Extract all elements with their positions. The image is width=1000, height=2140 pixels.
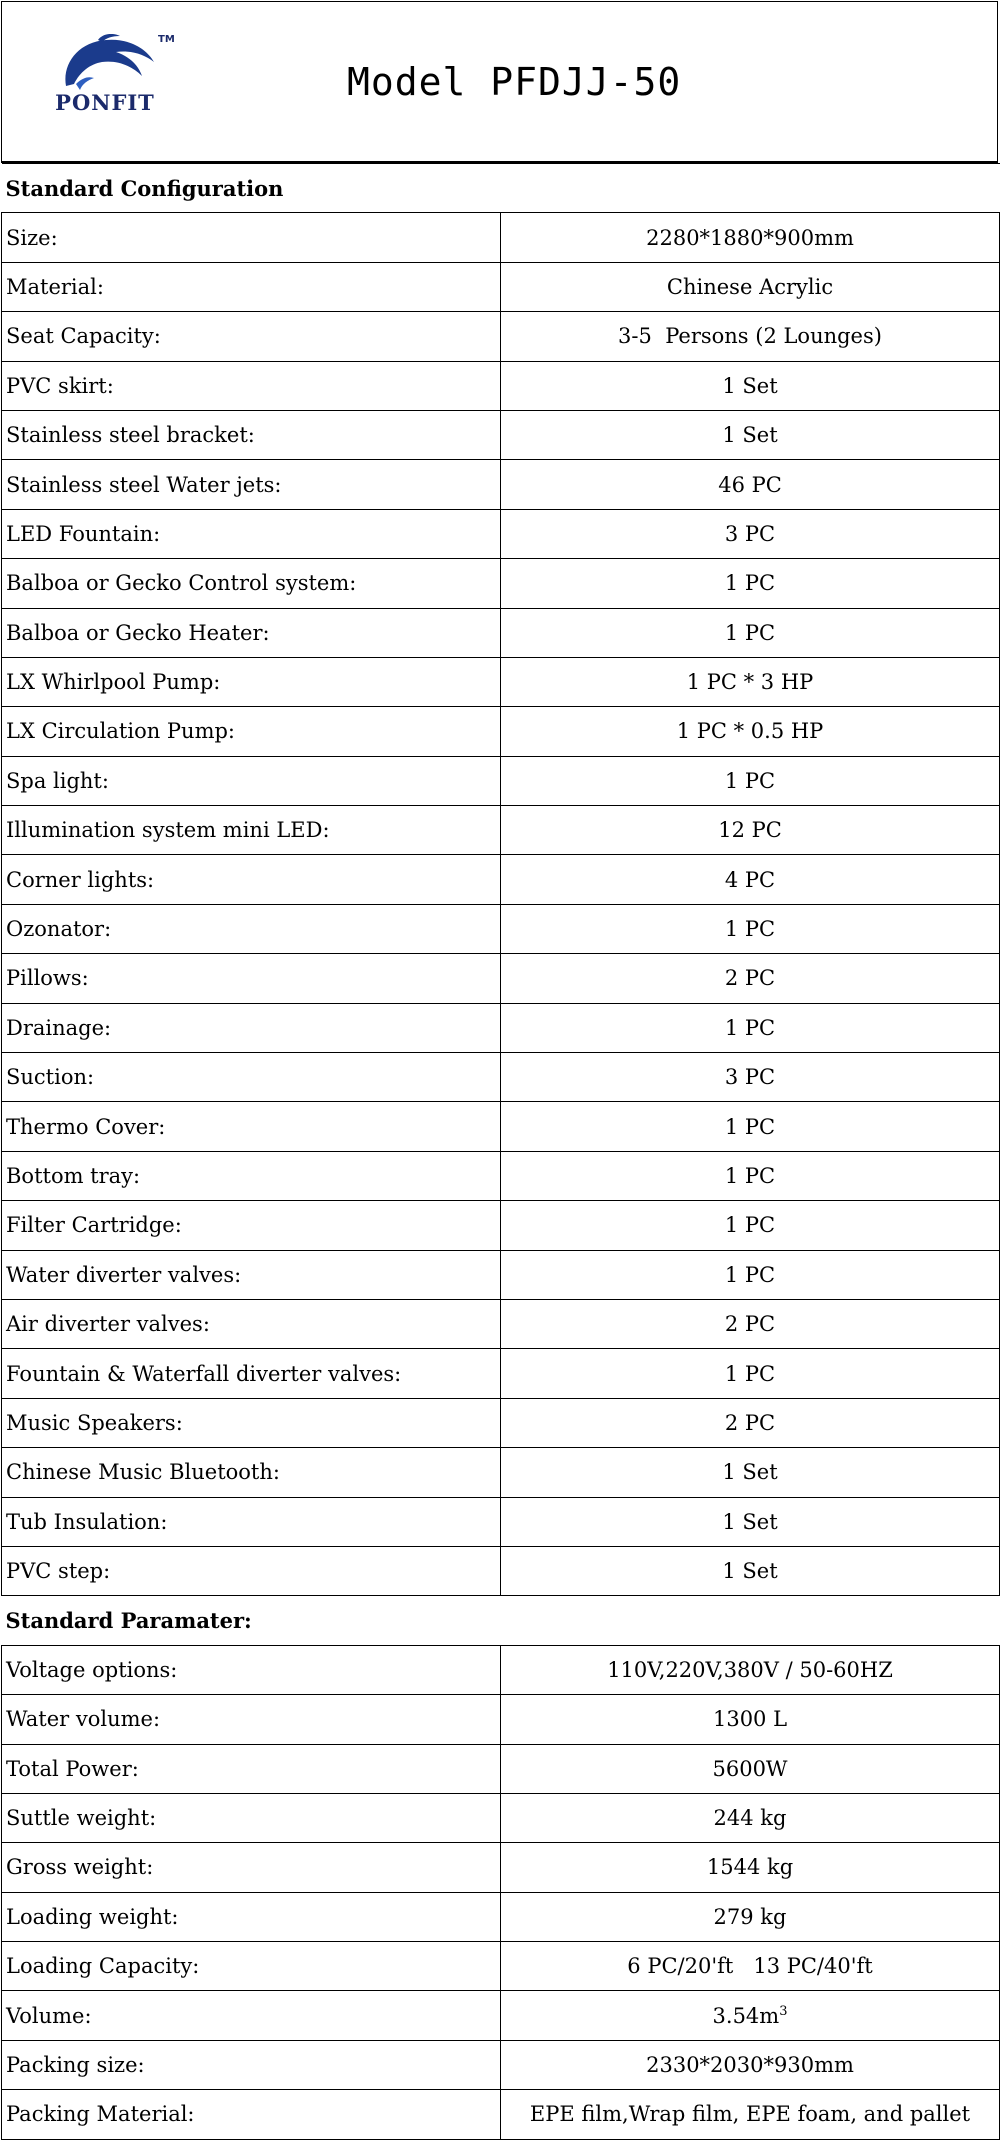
spec-label: Ozonator:: [2, 904, 501, 953]
spec-value-text: 1 PC * 0.5 HP: [676, 719, 824, 744]
spec-label: Bottom tray:: [2, 1151, 501, 1200]
table-row: [2, 559, 1000, 608]
spec-value-text: 6 PC/20'ft 13 PC/40'ft: [627, 1954, 873, 1979]
spec-value: [501, 954, 1000, 1003]
spec-value-superscript: 3: [779, 2003, 788, 2019]
table-row: [2, 707, 1000, 756]
table-row: [2, 657, 1000, 706]
page-title: Model PFDJJ-50: [347, 60, 682, 104]
spec-label: Air diverter valves:: [2, 1299, 501, 1348]
spec-value-text: 3 PC: [724, 521, 776, 546]
spec-value: [501, 509, 1000, 558]
table-row: [2, 2090, 1000, 2139]
section-heading-row: [2, 164, 1000, 213]
spec-value: [501, 657, 1000, 706]
section-heading-row: [2, 1596, 1000, 1645]
spec-value: [501, 460, 1000, 509]
spec-label: LX Whirlpool Pump:: [2, 657, 501, 706]
spec-label: Loading weight:: [2, 1892, 501, 1941]
table-row: [2, 806, 1000, 855]
spec-label: Pillows:: [2, 954, 501, 1003]
table-row: [2, 1299, 1000, 1348]
table-row: [2, 1892, 1000, 1941]
table-row: [2, 1102, 1000, 1151]
table-row: [2, 312, 1000, 361]
spec-value: [501, 1201, 1000, 1250]
table-row: [2, 1744, 1000, 1793]
spec-label: Balboa or Gecko Control system:: [2, 559, 501, 608]
spec-value-text: 244 kg: [713, 1806, 787, 1831]
spec-value: [501, 361, 1000, 410]
spec-value: [501, 1695, 1000, 1744]
spec-label: Loading Capacity:: [2, 1942, 501, 1991]
spec-value: [501, 1398, 1000, 1447]
spec-table: [1, 163, 1000, 2140]
spec-value: [501, 608, 1000, 657]
spec-value-text: 1 Set: [722, 1460, 778, 1485]
spec-value: [501, 855, 1000, 904]
table-row: [2, 904, 1000, 953]
spec-value-text: 4 PC: [724, 867, 776, 892]
spec-value: [501, 1102, 1000, 1151]
table-row: [2, 756, 1000, 805]
section-heading: Standard Configuration: [2, 164, 1000, 213]
spec-value: [501, 213, 1000, 262]
spec-label: Filter Cartridge:: [2, 1201, 501, 1250]
spec-value-text: 1300 L: [712, 1707, 788, 1732]
spec-label: Stainless steel Water jets:: [2, 460, 501, 509]
spec-value-text: 1 PC: [724, 571, 776, 596]
table-row: [2, 954, 1000, 1003]
spec-value: [501, 1250, 1000, 1299]
spec-value-text: 1 Set: [722, 1559, 778, 1584]
spec-label: Gross weight:: [2, 1843, 501, 1892]
spec-value: [501, 756, 1000, 805]
spec-label: Seat Capacity:: [2, 312, 501, 361]
spec-value: [501, 2040, 1000, 2089]
spec-value: [501, 262, 1000, 311]
spec-value: [501, 1645, 1000, 1694]
spec-label: Water diverter valves:: [2, 1250, 501, 1299]
spec-value: [501, 1793, 1000, 1842]
spec-value: [501, 1744, 1000, 1793]
spec-value-text: 1 PC: [724, 1015, 776, 1040]
spec-value: [501, 1942, 1000, 1991]
spec-value-text: 3-5 Persons (2 Lounges): [618, 324, 882, 349]
spec-value: [501, 1349, 1000, 1398]
spec-label: Stainless steel bracket:: [2, 410, 501, 459]
spec-label: Size:: [2, 213, 501, 262]
spec-value-text: 2 PC: [724, 1312, 776, 1337]
spec-value: [501, 410, 1000, 459]
spec-label: Water volume:: [2, 1695, 501, 1744]
spec-value: [501, 1497, 1000, 1546]
spec-value-text: 1 PC: [724, 1164, 776, 1188]
spec-label: Balboa or Gecko Heater:: [2, 608, 501, 657]
spec-label: Suction:: [2, 1053, 501, 1102]
spec-label: LED Fountain:: [2, 509, 501, 558]
spec-value-text: 1 Set: [722, 1509, 778, 1534]
spec-label: Spa light:: [2, 756, 501, 805]
table-row: [2, 608, 1000, 657]
spec-label: PVC skirt:: [2, 361, 501, 410]
spec-value-text: 2280*1880*900mm: [646, 225, 854, 250]
spec-value-text: 1 PC: [724, 917, 776, 942]
spec-label: LX Circulation Pump:: [2, 707, 501, 756]
spec-label: Illumination system mini LED:: [2, 806, 501, 855]
spec-label: Thermo Cover:: [2, 1102, 501, 1151]
table-row: [2, 460, 1000, 509]
table-row: [2, 1448, 1000, 1497]
spec-value-text: 1 PC: [724, 768, 776, 793]
spec-value-text: 1 PC: [724, 1213, 776, 1238]
spec-value: [501, 559, 1000, 608]
spec-label: Tub Insulation:: [2, 1497, 501, 1546]
spec-label: Fountain & Waterfall diverter valves:: [2, 1349, 501, 1398]
table-row: [2, 509, 1000, 558]
spec-label: Suttle weight:: [2, 1793, 501, 1842]
spec-value: [501, 707, 1000, 756]
spec-label: PVC step:: [2, 1546, 501, 1595]
table-row: [2, 1250, 1000, 1299]
spec-value: [501, 1003, 1000, 1052]
table-row: [2, 1942, 1000, 1991]
brand-name: PONFIT: [55, 90, 155, 115]
spec-value-text: 2 PC: [724, 966, 776, 991]
table-row: [2, 1991, 1000, 2040]
spec-value: [501, 806, 1000, 855]
spec-label: Packing Material:: [2, 2090, 501, 2139]
spec-value: [501, 2090, 1000, 2139]
spec-value-text: EPE film,Wrap film, EPE foam, and pallet: [529, 2102, 971, 2127]
spec-value: [501, 1299, 1000, 1348]
table-row: [2, 1497, 1000, 1546]
spec-label: Corner lights:: [2, 855, 501, 904]
spec-value-text: 1544 kg: [706, 1855, 794, 1880]
spec-label: Volume:: [2, 1991, 501, 2040]
spec-value-text: Chinese Acrylic: [666, 274, 834, 299]
header: [1, 1, 998, 163]
spec-value-text: 2 PC: [724, 1410, 776, 1435]
spec-value-text: 1 PC: [724, 1114, 776, 1139]
table-row: [2, 361, 1000, 410]
dolphin-icon: [58, 34, 168, 94]
spec-value-text: 3 PC: [724, 1065, 776, 1090]
spec-value: [501, 1843, 1000, 1892]
spec-value: [501, 1053, 1000, 1102]
spec-value-text: 3.54m: [712, 2003, 780, 2028]
table-row: [2, 1053, 1000, 1102]
table-row: [2, 1349, 1000, 1398]
spec-label: Chinese Music Bluetooth:: [2, 1448, 501, 1497]
spec-value-text: 1 PC: [724, 1361, 776, 1386]
table-row: [2, 410, 1000, 459]
table-row: [2, 2040, 1000, 2089]
table-row: [2, 1398, 1000, 1447]
spec-value-text: 1 PC * 3 HP: [686, 670, 814, 695]
spec-value-text: 1 Set: [722, 423, 778, 448]
spec-label: Total Power:: [2, 1744, 501, 1793]
table-row: [2, 1645, 1000, 1694]
spec-value-text: 46 PC: [718, 472, 782, 497]
spec-value-text: 1 PC: [724, 1262, 776, 1287]
table-row: [2, 262, 1000, 311]
spec-value-text: 1 PC: [724, 620, 776, 645]
spec-value-text: 110V,220V,380V / 50-60HZ: [607, 1657, 893, 1682]
spec-value: [501, 1448, 1000, 1497]
section-heading: Standard Paramater:: [2, 1596, 1000, 1645]
trademark-label: TM: [158, 34, 175, 45]
table-row: [2, 1546, 1000, 1595]
spec-label: Music Speakers:: [2, 1398, 501, 1447]
table-row: [2, 1003, 1000, 1052]
table-row: [2, 1843, 1000, 1892]
spec-label: Drainage:: [2, 1003, 501, 1052]
table-row: [2, 1151, 1000, 1200]
spec-value: [501, 1151, 1000, 1200]
spec-label: Packing size:: [2, 2040, 501, 2089]
table-row: [2, 1793, 1000, 1842]
table-row: [2, 1695, 1000, 1744]
spec-label: Material:: [2, 262, 501, 311]
spec-value-text: 12 PC: [718, 818, 782, 843]
spec-value-text: 2330*2030*930mm: [646, 2053, 854, 2078]
spec-value: [501, 1546, 1000, 1595]
brand-logo: [40, 34, 180, 124]
table-row: [2, 855, 1000, 904]
spec-value: [501, 904, 1000, 953]
spec-value: [501, 1991, 1000, 2040]
spec-value-text: 1 Set: [722, 373, 778, 398]
table-row: [2, 1201, 1000, 1250]
spec-label: Voltage options:: [2, 1645, 501, 1694]
spec-value: [501, 312, 1000, 361]
table-row: [2, 213, 1000, 262]
spec-value-text: 279 kg: [713, 1904, 787, 1929]
spec-value: [501, 1892, 1000, 1941]
spec-value-text: 5600W: [712, 1756, 788, 1781]
